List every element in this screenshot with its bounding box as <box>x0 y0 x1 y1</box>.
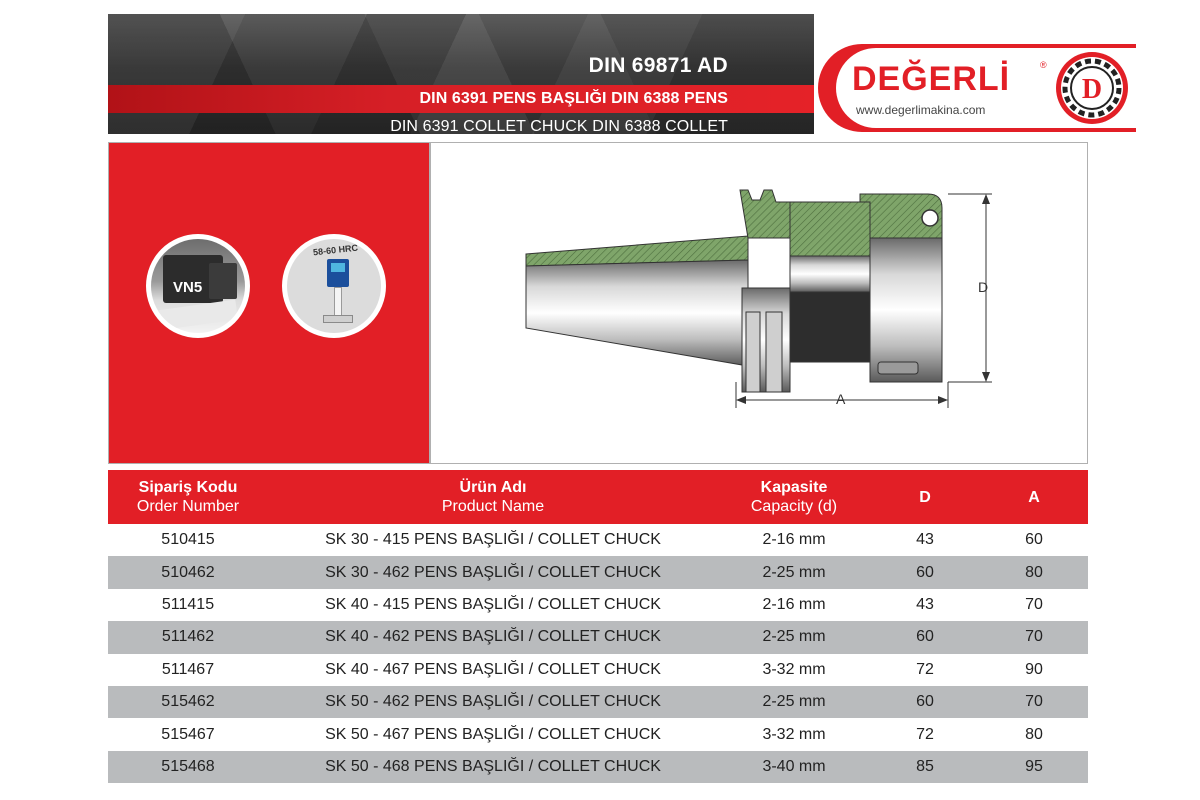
order-number-cell: 515468 <box>108 751 268 783</box>
a-cell: 95 <box>980 751 1088 783</box>
table-row <box>108 621 1088 653</box>
table-body <box>108 524 1088 783</box>
table-row <box>108 718 1088 750</box>
header-banner <box>108 14 814 134</box>
header-a: A <box>980 470 1088 524</box>
product-name-cell: SK 50 - 468 PENS BAŞLIĞI / COLLET CHUCK <box>268 751 718 783</box>
a-cell: 80 <box>980 556 1088 588</box>
capacity-cell: 2-25 mm <box>718 686 870 718</box>
order-number-cell: 515462 <box>108 686 268 718</box>
d-cell: 43 <box>870 589 980 621</box>
table-row <box>108 556 1088 588</box>
hardness-label: 58-60 HRC <box>312 242 359 258</box>
subtitle-turkish: DIN 6391 PENS BAŞLIĞI DIN 6388 PENS <box>419 90 728 107</box>
a-cell: 70 <box>980 589 1088 621</box>
capacity-cell: 2-16 mm <box>718 524 870 556</box>
page-title: DIN 69871 AD <box>588 54 728 77</box>
d-cell: 60 <box>870 621 980 653</box>
vns-photo <box>151 239 245 333</box>
subtitle-english: DIN 6391 COLLET CHUCK DIN 6388 COLLET <box>390 118 728 135</box>
capacity-cell: 2-25 mm <box>718 556 870 588</box>
table-row <box>108 654 1088 686</box>
table-row <box>108 686 1088 718</box>
capacity-cell: 2-16 mm <box>718 589 870 621</box>
d-cell: 72 <box>870 654 980 686</box>
order-number-cell: 511467 <box>108 654 268 686</box>
order-number-cell: 511462 <box>108 621 268 653</box>
brand-logo-icon <box>1054 50 1130 126</box>
d-cell: 85 <box>870 751 980 783</box>
header-d: D <box>870 470 980 524</box>
vns-label: VN5 <box>173 279 203 296</box>
product-name-cell: SK 40 - 462 PENS BAŞLIĞI / COLLET CHUCK <box>268 621 718 653</box>
dimension-a-label: A <box>836 391 846 407</box>
product-name-cell: SK 50 - 467 PENS BAŞLIĞI / COLLET CHUCK <box>268 718 718 750</box>
product-name-cell: SK 40 - 415 PENS BAŞLIĞI / COLLET CHUCK <box>268 589 718 621</box>
header-capacity: Kapasite Capacity (d) <box>718 470 870 524</box>
d-cell: 60 <box>870 556 980 588</box>
header-order-number: Sipariş Kodu Order Number <box>108 470 268 524</box>
a-cell: 70 <box>980 686 1088 718</box>
order-number-cell: 510415 <box>108 524 268 556</box>
order-number-cell: 511415 <box>108 589 268 621</box>
table-row <box>108 751 1088 783</box>
capacity-cell: 3-32 mm <box>718 718 870 750</box>
capacity-cell: 3-40 mm <box>718 751 870 783</box>
d-cell: 60 <box>870 686 980 718</box>
a-cell: 90 <box>980 654 1088 686</box>
table-header-row <box>108 470 1088 524</box>
brand-registered-mark: ® <box>1040 60 1047 70</box>
product-name-cell: SK 40 - 467 PENS BAŞLIĞI / COLLET CHUCK <box>268 654 718 686</box>
d-cell: 72 <box>870 718 980 750</box>
hardness-badge <box>282 234 386 338</box>
table-row <box>108 524 1088 556</box>
a-cell: 60 <box>980 524 1088 556</box>
header-product-name: Ürün Adı Product Name <box>268 470 718 524</box>
product-name-cell: SK 30 - 462 PENS BAŞLIĞI / COLLET CHUCK <box>268 556 718 588</box>
brand-logo-letter: D <box>1081 74 1103 105</box>
order-number-cell: 510462 <box>108 556 268 588</box>
product-name-cell: SK 30 - 415 PENS BAŞLIĞI / COLLET CHUCK <box>268 524 718 556</box>
capacity-cell: 3-32 mm <box>718 654 870 686</box>
order-number-cell: 515467 <box>108 718 268 750</box>
technical-drawing <box>430 142 1088 464</box>
vns-badge <box>146 234 250 338</box>
dimension-d-label: D <box>978 279 989 295</box>
product-table <box>108 470 1088 783</box>
capacity-cell: 2-25 mm <box>718 621 870 653</box>
brand-url: www.degerlimakina.com <box>856 103 986 117</box>
hardness-tester-photo <box>287 239 381 333</box>
a-cell: 70 <box>980 621 1088 653</box>
table-row <box>108 589 1088 621</box>
d-cell: 43 <box>870 524 980 556</box>
brand-name: DEĞERLİ <box>852 60 1011 98</box>
product-name-cell: SK 50 - 462 PENS BAŞLIĞI / COLLET CHUCK <box>268 686 718 718</box>
a-cell: 80 <box>980 718 1088 750</box>
